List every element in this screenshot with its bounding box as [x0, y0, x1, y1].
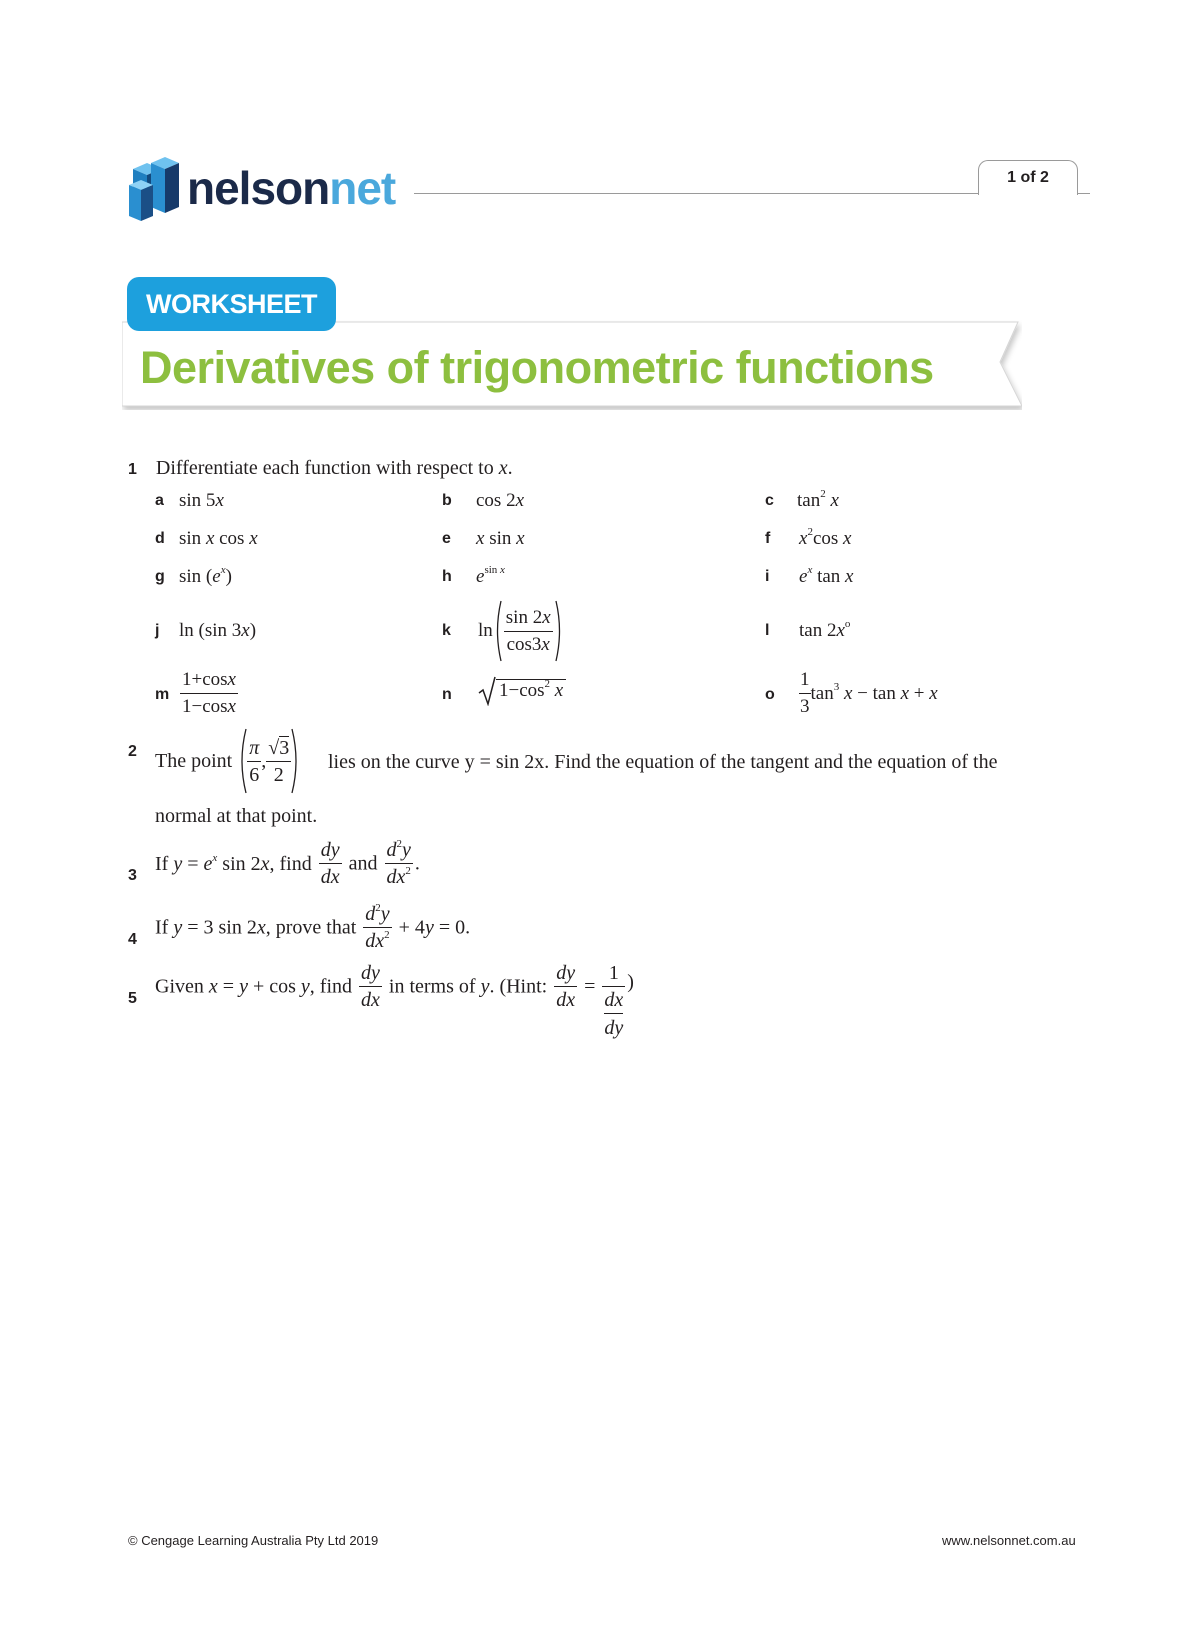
- item-c-expr: $\tan^2 x$: [797, 488, 839, 511]
- question-4-text: If y = 3 sin 2x, prove that $\frac{d^2y}{dx^2}$ + 4y = 0.: [155, 902, 471, 952]
- logo-cube-icon: [127, 155, 185, 225]
- item-l: l: [765, 622, 770, 639]
- item-k: k: [442, 622, 451, 639]
- page-indicator: 1 of 2: [978, 160, 1078, 195]
- item-k-expr: ln $\frac{\sin 2x}{\cos 3x}$: [478, 600, 564, 662]
- item-f: f: [765, 530, 771, 547]
- question-number: 1: [128, 461, 137, 478]
- question-3-text: If $y = e^x$ sin 2x, find $\frac{dy}{dx}$ and $\frac{d^2y}{dx^2}$ .: [155, 838, 420, 888]
- item-a-expr: sin 5x: [179, 490, 224, 511]
- question-2: 2: [128, 743, 137, 760]
- question-5: 5: [128, 990, 137, 1007]
- nelsonnet-logo: [127, 155, 427, 225]
- question-1: [128, 456, 513, 482]
- question-4: 4: [128, 931, 137, 948]
- question-2-text: The point $\frac{\pi}{6}$ , $\frac{√3}{2}$: [155, 728, 301, 794]
- item-n: n: [442, 686, 452, 703]
- item-n-expr: $1-\cos^2$ x: [478, 676, 566, 706]
- question-prompt: Differentiate each function with respect to x.: [155, 457, 513, 479]
- item-b-expr: cos 2x: [476, 490, 525, 511]
- item-g: g: [155, 568, 165, 585]
- item-a: a: [155, 492, 164, 509]
- item-d: d: [155, 530, 165, 547]
- footer-website[interactable]: www.nelsonnet.com.au: [942, 1533, 1076, 1548]
- item-i-expr: $e^x$ tan x: [799, 564, 854, 587]
- item-o: o: [765, 686, 775, 703]
- question-5-text: Given x = y + cos y, find $\frac{dy}{dx}$ in terms of y. (Hint: $\frac{dy}{dx}$ = 1 dx dy ): [155, 962, 634, 1039]
- item-b: b: [442, 492, 452, 509]
- logo-text-nelson: nelson: [187, 162, 330, 214]
- item-h: h: [442, 568, 452, 585]
- item-j: j: [155, 622, 160, 639]
- page-title: Derivatives of trigonometric functions: [140, 342, 934, 393]
- question-3: 3: [128, 867, 137, 884]
- item-o-expr: $\frac{1}{3}$ $\tan^3 x - \tan x + x$: [800, 669, 938, 717]
- item-j-expr: ln (sin 3x): [179, 620, 257, 641]
- item-d-expr: sin x cos x: [179, 528, 258, 549]
- item-i: i: [765, 568, 770, 585]
- item-e: e: [442, 530, 451, 547]
- worksheet-badge: WORKSHEET: [127, 277, 336, 331]
- item-m-expr: $\frac{1+\cos x}{1-\cos x}$: [182, 669, 236, 717]
- item-h-expr: $e^{sin x}$: [476, 564, 505, 587]
- question-2-text-rest: lies on the curve y = sin 2x. Find the equation of the tangent and the equation of the: [328, 751, 998, 773]
- question-2-text-line2: normal at that point.: [155, 805, 318, 827]
- item-e-expr: x sin x: [476, 528, 525, 549]
- item-m: m: [155, 686, 170, 703]
- item-f-expr: $x^2\cos$ x: [799, 526, 852, 549]
- logo-text-net: net: [329, 162, 396, 214]
- item-g-expr: $\sin (e^x)$: [179, 564, 232, 587]
- footer-copyright: © Cengage Learning Australia Pty Ltd 2019: [128, 1533, 379, 1548]
- item-l-expr: $\tan 2x^o$: [799, 618, 851, 641]
- item-c: c: [765, 492, 774, 509]
